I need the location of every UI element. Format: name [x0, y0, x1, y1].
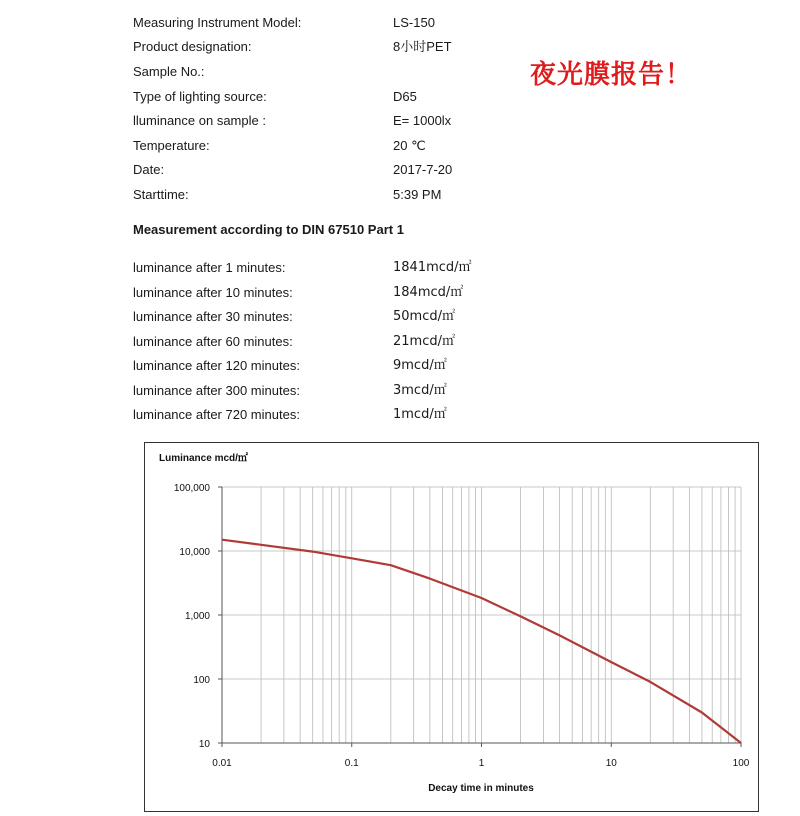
luminance-value: 50mcd/㎡	[393, 309, 455, 324]
luminance-label: luminance after 300 minutes:	[133, 383, 300, 398]
spec-value: 20 ℃	[393, 138, 426, 153]
spec-value: 5:39 PM	[393, 187, 442, 202]
spec-label: Date:	[133, 162, 165, 177]
luminance-label: luminance after 1 minutes:	[133, 260, 286, 275]
luminance-value: 184mcd/㎡	[393, 285, 464, 300]
x-tick-label: 10	[605, 758, 617, 769]
spec-value: LS-150	[393, 15, 435, 30]
spec-value: 8小时PET	[393, 39, 452, 54]
luminance-label: luminance after 120 minutes:	[133, 358, 300, 373]
chart-grid	[222, 487, 741, 743]
y-tick-label: 1,000	[184, 611, 210, 622]
chart-frame	[144, 442, 759, 812]
spec-value: 2017-7-20	[393, 162, 453, 177]
spec-value: E= 1000lx	[393, 113, 452, 128]
spec-label: Measuring Instrument Model:	[133, 15, 302, 30]
section-title: Measurement according to DIN 67510 Part 1	[133, 222, 404, 237]
y-tick-label: 100,000	[173, 483, 210, 494]
luminance-value: 21mcd/㎡	[393, 334, 455, 349]
y-tick-label: 100	[193, 675, 210, 686]
spec-label: lluminance on sample :	[133, 113, 266, 128]
luminance-label: luminance after 10 minutes:	[133, 285, 293, 300]
spec-label: Temperature:	[133, 138, 210, 153]
report-banner: 夜光膜报告！	[530, 60, 693, 90]
y-tick-label: 10,000	[179, 547, 210, 558]
chart-ticks	[174, 483, 750, 769]
luminance-value: 1841mcd/㎡	[393, 260, 472, 275]
luminance-value: 9mcd/㎡	[393, 358, 447, 373]
x-tick-label: 1	[478, 758, 485, 769]
y-tick-label: 10	[198, 739, 210, 750]
spec-value: D65	[393, 89, 417, 104]
spec-label: Sample No.:	[133, 64, 205, 79]
y-axis-label: Luminance mcd/㎡	[159, 453, 248, 464]
luminance-value: 1mcd/㎡	[393, 407, 447, 422]
decay-chart	[145, 443, 758, 811]
spec-label: Starttime:	[133, 187, 189, 202]
x-tick-label: 100	[732, 758, 750, 769]
luminance-value: 3mcd/㎡	[393, 383, 447, 398]
x-tick-label: 0.01	[212, 758, 232, 769]
spec-label: Type of lighting source:	[133, 89, 267, 104]
luminance-label: luminance after 720 minutes:	[133, 407, 300, 422]
x-tick-label: 0.1	[344, 758, 359, 769]
luminance-label: luminance after 30 minutes:	[133, 309, 293, 324]
x-axis-label: Decay time in minutes	[428, 783, 534, 794]
spec-label: Product designation:	[133, 39, 252, 54]
luminance-label: luminance after 60 minutes:	[133, 334, 293, 349]
